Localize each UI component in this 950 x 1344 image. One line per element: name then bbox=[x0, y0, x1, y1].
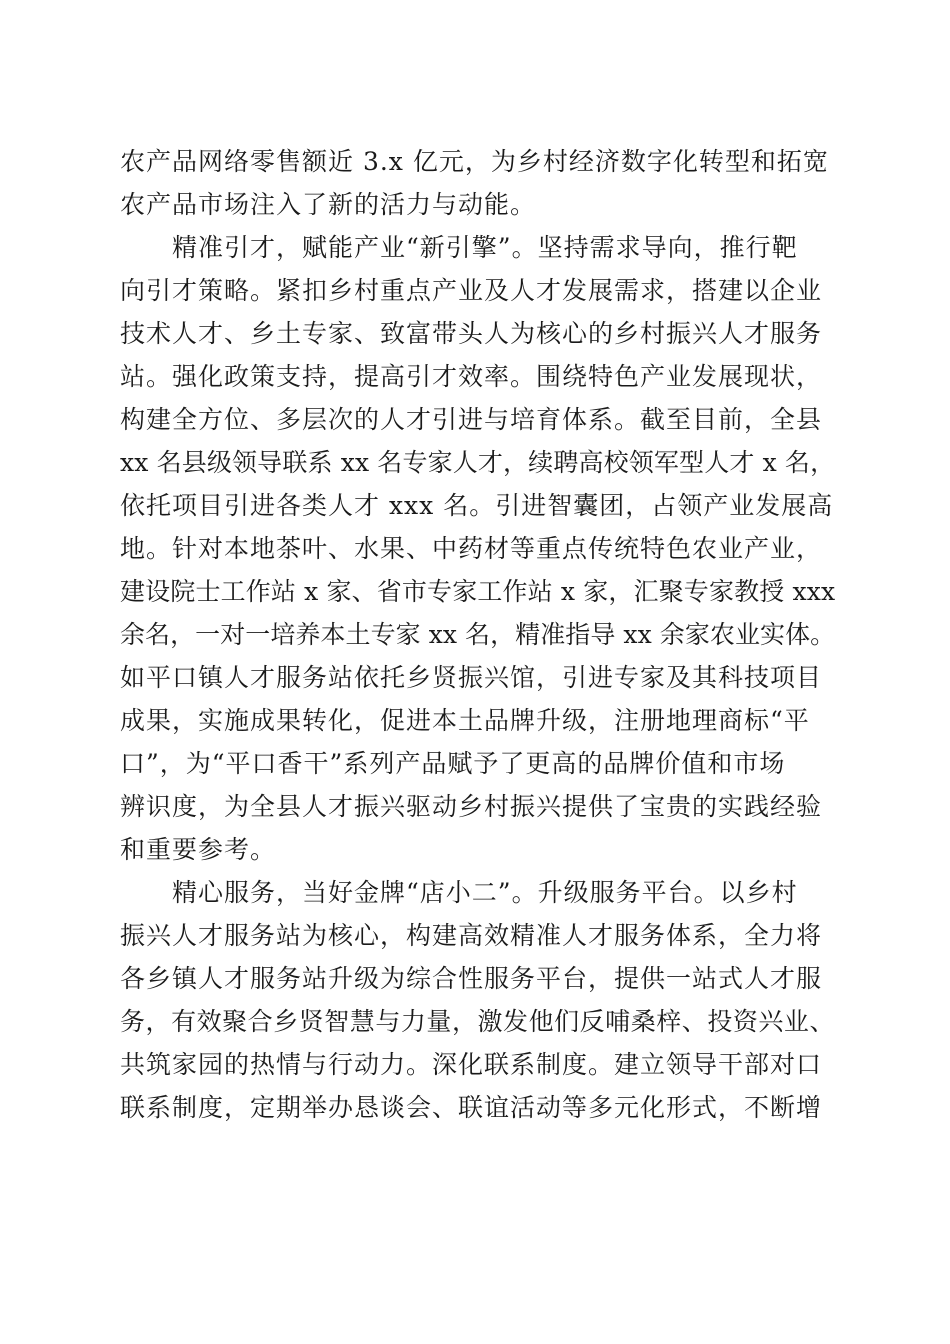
paragraph-line: 农产品网络零售额近 3.x 亿元，为乡村经济数字化转型和拓宽 bbox=[120, 147, 829, 176]
paragraph-line: 依托项目引进各类人才 xxx 名。引进智囊团，占领产业发展高 bbox=[120, 491, 834, 520]
paragraph-line: 如平口镇人才服务站依托乡贤振兴馆，引进专家及其科技项目 bbox=[120, 663, 823, 692]
paragraph-line: 振兴人才服务站为核心，构建高效精准人才服务体系，全力将 bbox=[120, 921, 823, 950]
paragraph-line: 成果，实施成果转化，促进本土品牌升级，注册地理商标“平 bbox=[120, 706, 810, 735]
paragraph-line: 精准引才，赋能产业“新引擎”。坚持需求导向，推行靶 bbox=[172, 233, 798, 262]
paragraph-line: 建设院士工作站 x 家、省市专家工作站 x 家，汇聚专家教授 xxx bbox=[120, 577, 836, 606]
paragraph-line: 辨识度，为全县人才振兴驱动乡村振兴提供了宝贵的实践经验 bbox=[120, 792, 823, 821]
paragraph-line: 站。强化政策支持，提高引才效率。围绕特色产业发展现状， bbox=[120, 362, 823, 391]
paragraph-line: 口”，为“平口香干”系列产品赋予了更高的品牌价值和市场 bbox=[120, 749, 786, 778]
paragraph-line: 农产品市场注入了新的活力与动能。 bbox=[120, 190, 537, 219]
paragraph-line: 构建全方位、多层次的人才引进与培育体系。截至目前，全县 bbox=[120, 405, 823, 434]
paragraph-line: 向引才策略。紧扣乡村重点产业及人才发展需求，搭建以企业 bbox=[120, 276, 823, 305]
paragraph-line: 各乡镇人才服务站升级为综合性服务平台，提供一站式人才服 bbox=[120, 964, 823, 993]
paragraph-line: 精心服务，当好金牌“店小二”。升级服务平台。以乡村 bbox=[172, 878, 798, 907]
paragraph-line: 地。针对本地茶叶、水果、中药材等重点传统特色农业产业， bbox=[120, 534, 823, 563]
paragraph-line: 余名，一对一培养本土专家 xx 名，精准指导 xx 余家农业实体。 bbox=[120, 620, 836, 649]
paragraph-line: 共筑家园的热情与行动力。深化联系制度。建立领导干部对口 bbox=[120, 1050, 823, 1079]
paragraph-line: xx 名县级领导联系 xx 名专家人才，续聘高校领军型人才 x 名， bbox=[120, 448, 836, 477]
paragraph-line: 联系制度，定期举办恳谈会、联谊活动等多元化形式，不断增 bbox=[120, 1093, 823, 1122]
paragraph-line: 技术人才、乡土专家、致富带头人为核心的乡村振兴人才服务 bbox=[120, 319, 823, 348]
paragraph-line: 和重要参考。 bbox=[120, 835, 277, 864]
paragraph-line: 务，有效聚合乡贤智慧与力量，激发他们反哺桑梓、投资兴业、 bbox=[120, 1007, 836, 1036]
